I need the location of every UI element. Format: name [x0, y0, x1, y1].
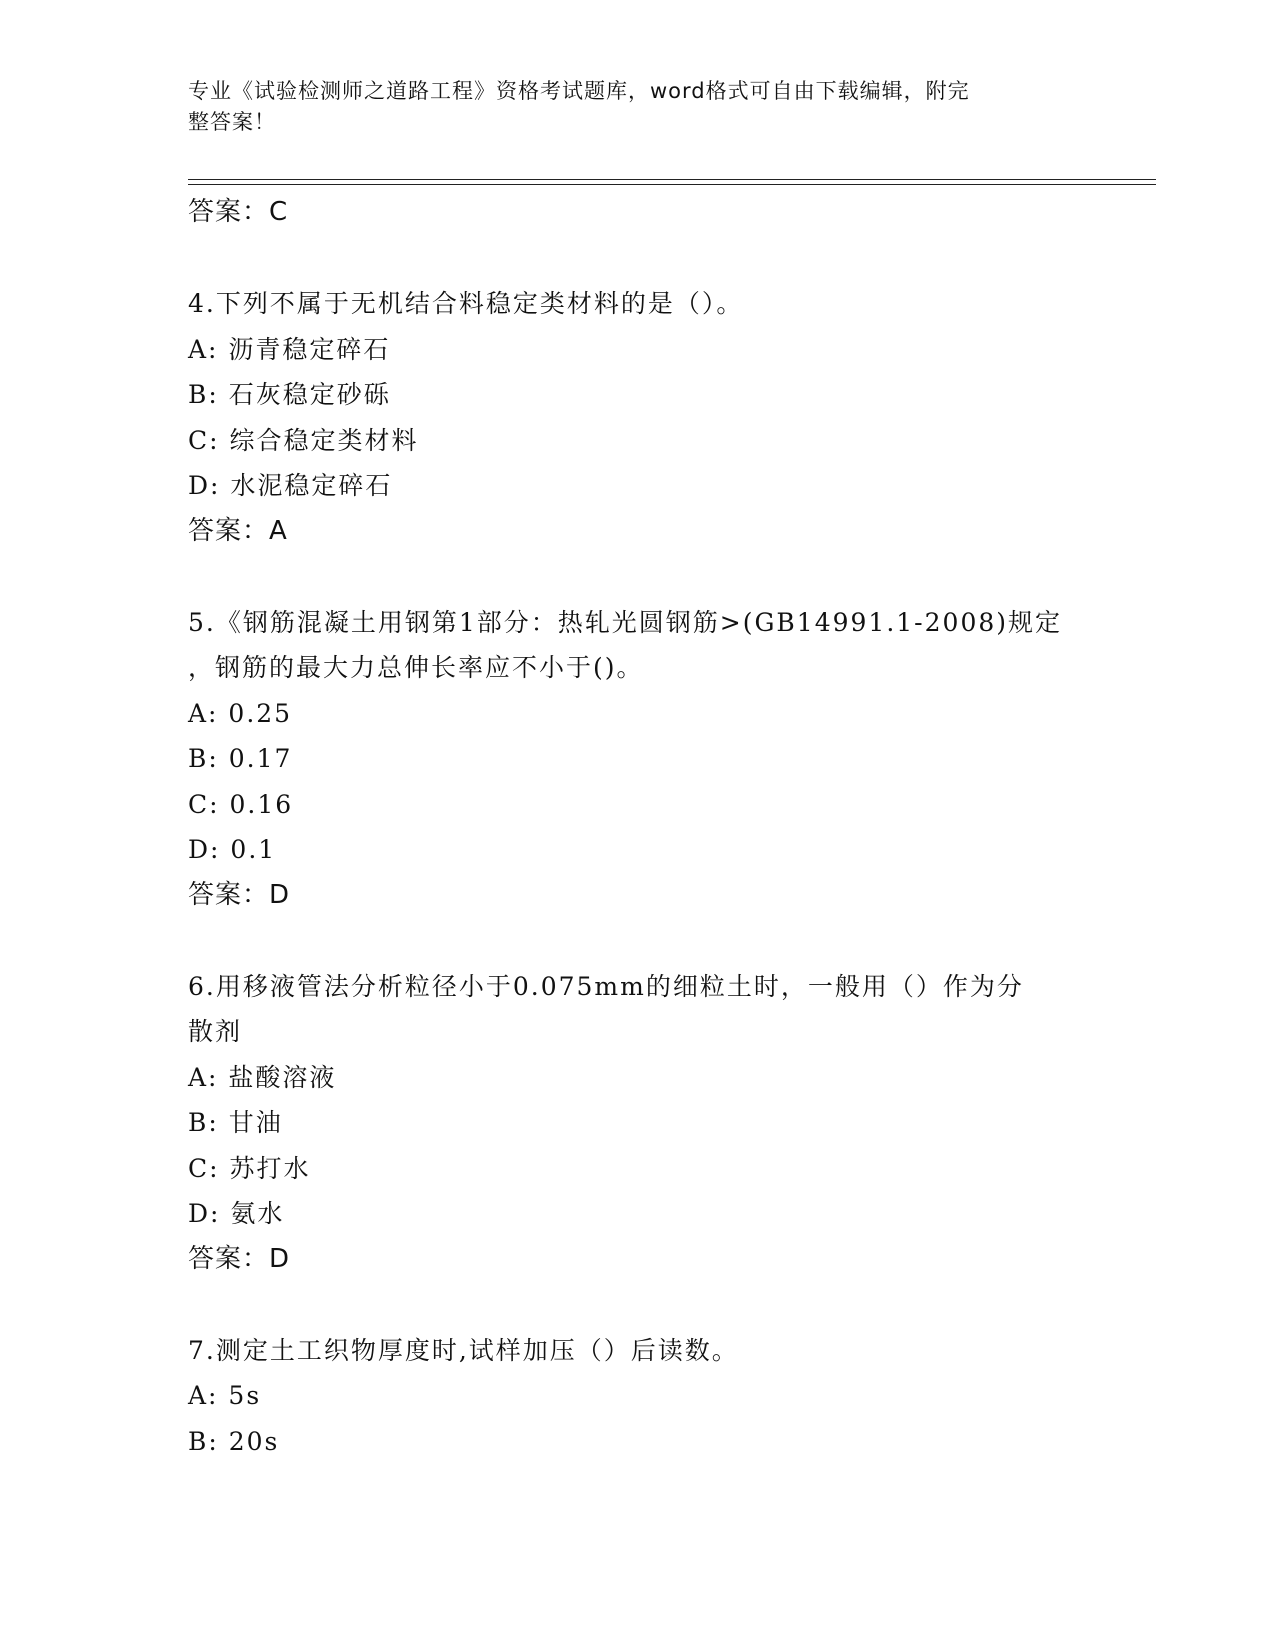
option-b: B: 20s: [188, 1426, 280, 1456]
header-divider-bottom: [188, 184, 1156, 185]
question-stem: 5.《钢筋混凝土用钢第1部分：热轧光圆钢筋>(GB14991.1-2008)规定: [188, 607, 1063, 637]
spacer: [188, 1282, 1088, 1328]
header-divider-top: [188, 179, 1156, 180]
option-d: D: 0.1: [188, 835, 277, 864]
answer-line: 答案：A: [188, 515, 288, 546]
option-b: B: 甘油: [188, 1108, 283, 1137]
option-a: A: 0.25: [188, 698, 293, 728]
option-d: D: 氨水: [188, 1199, 285, 1228]
question-stem: 7.测定土工织物厚度时,试样加压（）后读数。: [188, 1335, 739, 1365]
option-c: C: 综合稳定类材料: [188, 425, 419, 455]
page-header: [188, 76, 1068, 138]
header-line-2: 整答案！: [188, 110, 276, 134]
question-block-4: [188, 281, 1088, 554]
question-stem-continued: 散剂: [188, 1017, 243, 1046]
question-list: [188, 190, 1088, 1464]
answer-line: 答案：D: [188, 879, 291, 910]
question-block-7: [188, 1328, 1088, 1465]
question-stem-continued: ，钢筋的最大力总伸长率应不小于()。: [188, 653, 644, 682]
answer-line: 答案：D: [188, 1243, 291, 1274]
option-b: B: 石灰稳定砂砾: [188, 380, 391, 409]
option-a: A: 沥青稳定碎石: [188, 334, 391, 364]
option-b: B: 0.17: [188, 744, 293, 773]
question-block-6: [188, 964, 1088, 1283]
question-stem: 6.用移液管法分析粒径小于0.075mm的细粒土时，一般用（）作为分: [188, 971, 1024, 1001]
spacer: [188, 554, 1088, 600]
option-c: C: 0.16: [188, 789, 294, 819]
option-d: D: 水泥稳定碎石: [188, 471, 393, 500]
answer-line: 答案：C: [188, 197, 289, 227]
option-c: C: 苏打水: [188, 1153, 311, 1183]
question-stem: 4.下列不属于无机结合料稳定类材料的是（）。: [188, 289, 744, 318]
spacer: [188, 236, 1088, 282]
header-line-1: 专业《试验检测师之道路工程》资格考试题库，word格式可自由下载编辑，附完: [188, 79, 970, 103]
question-block-5: [188, 600, 1088, 919]
option-a: A: 盐酸溶液: [188, 1062, 337, 1092]
option-a: A: 5s: [188, 1381, 262, 1410]
spacer: [188, 918, 1088, 964]
